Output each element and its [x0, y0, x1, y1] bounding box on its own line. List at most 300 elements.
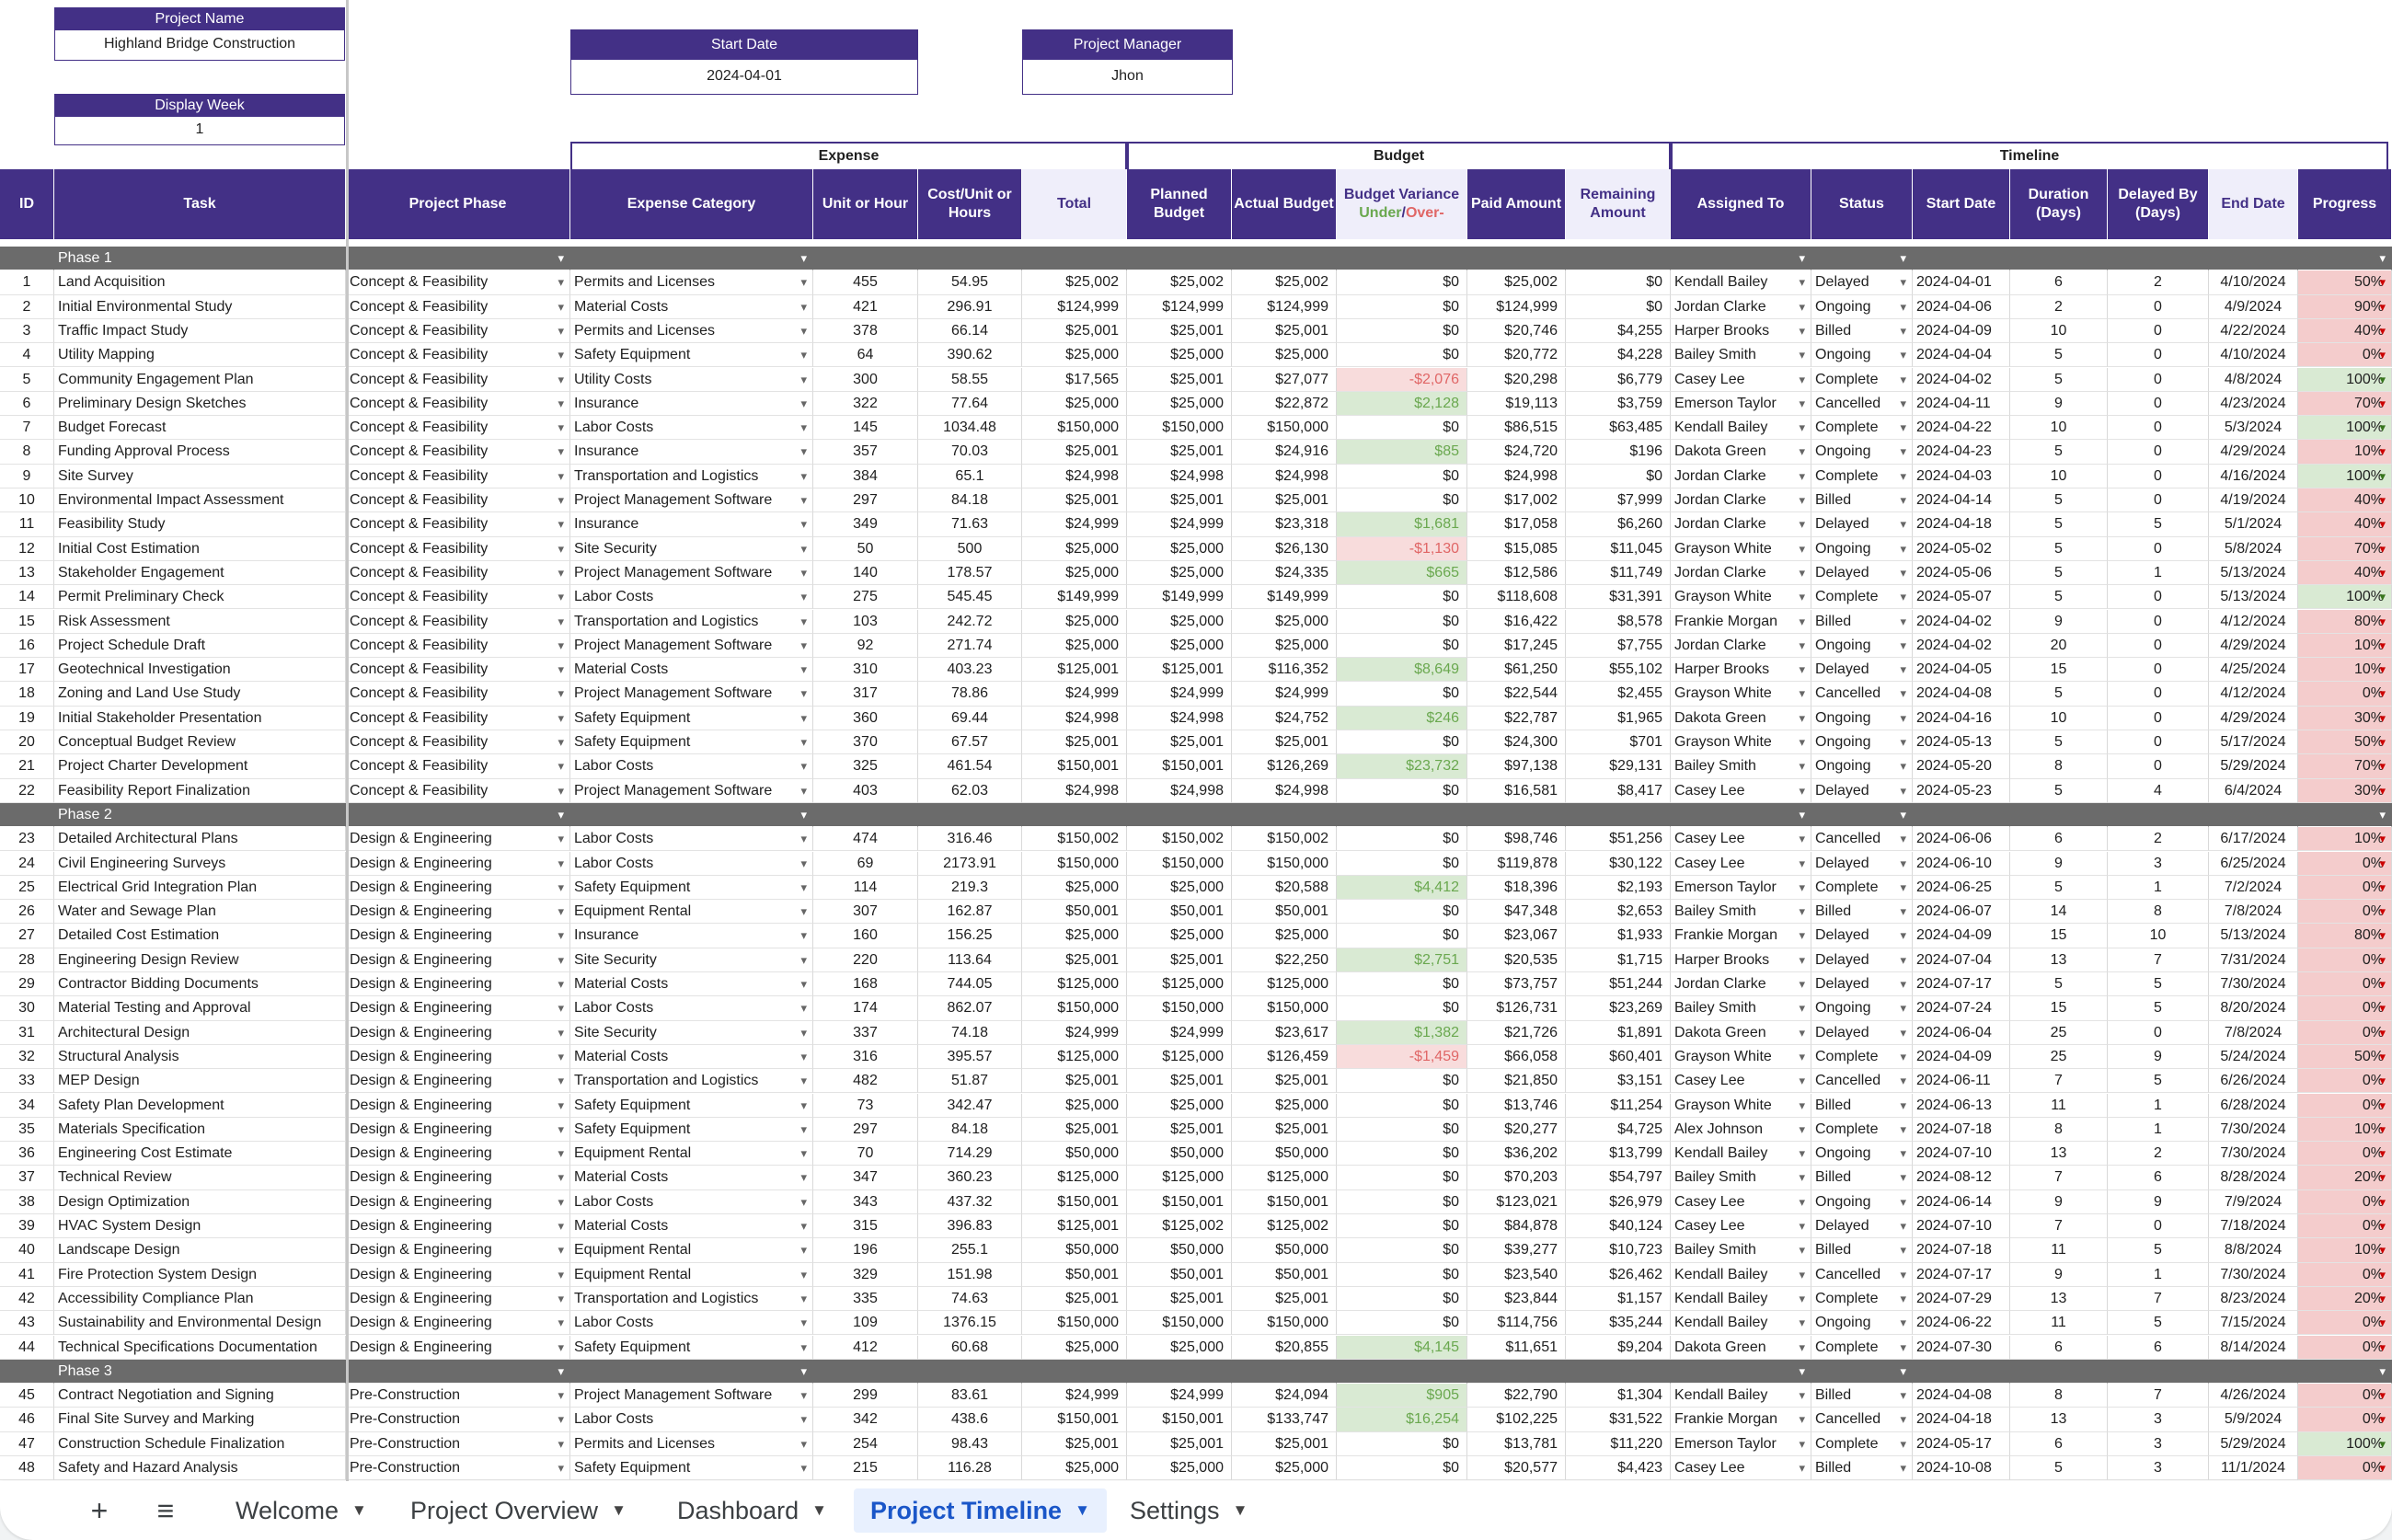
phase-row[interactable] [0, 803, 2392, 827]
cell-prog[interactable]: 0% ▾ [2298, 1142, 2392, 1166]
cell-id[interactable]: 13 [0, 561, 54, 585]
cell-dur[interactable]: 6 [2010, 270, 2108, 294]
cell-dur[interactable]: 5 [2010, 1456, 2108, 1480]
phase-row[interactable] [0, 247, 2392, 270]
cell-actual[interactable]: $25,000 [1232, 1094, 1337, 1118]
cell-cat[interactable]: Labor Costs ▾ [570, 1190, 813, 1214]
cell-dur[interactable]: 10 [2010, 416, 2108, 440]
cell-start[interactable]: 2024-04-06 [1913, 295, 2010, 319]
cell-status[interactable]: Cancelled ▾ [1811, 827, 1913, 851]
cell-var[interactable]: $0 [1337, 972, 1467, 996]
chevron-down-icon[interactable]: ▼ [811, 1501, 827, 1519]
cell-phase[interactable]: Concept & Feasibility ▾ [346, 392, 570, 416]
cell-cat[interactable]: Safety Equipment ▾ [570, 343, 813, 367]
cell-total[interactable]: $17,565 [1022, 368, 1127, 392]
cell-planned[interactable]: $25,000 [1127, 634, 1232, 658]
cell-prog[interactable]: 70% ▾ [2298, 754, 2392, 778]
cell-rem[interactable]: $30,122 [1566, 852, 1671, 876]
cell-prog[interactable]: 50% ▾ [2298, 1045, 2392, 1069]
cell-cat[interactable]: Labor Costs ▾ [570, 754, 813, 778]
cell-cost[interactable]: 403.23 [918, 658, 1022, 682]
cell-id[interactable]: 39 [0, 1214, 54, 1238]
cell-task[interactable]: Funding Approval Process [54, 440, 346, 464]
cell-planned[interactable]: $25,001 [1127, 948, 1232, 972]
cell-task[interactable]: Detailed Cost Estimation [54, 924, 346, 948]
cell-unit[interactable]: 73 [813, 1094, 918, 1118]
cell-prog[interactable]: 0% ▾ [2298, 1336, 2392, 1360]
cell-prog[interactable]: 90% ▾ [2298, 295, 2392, 319]
cell-total[interactable]: $25,000 [1022, 1456, 1127, 1480]
cell-start[interactable]: 2024-06-04 [1913, 1021, 2010, 1045]
cell-who[interactable]: Jordan Clarke ▾ [1671, 488, 1811, 512]
cell-cost[interactable]: 151.98 [918, 1263, 1022, 1287]
cell-cost[interactable]: 67.57 [918, 730, 1022, 754]
cell-rem[interactable]: $13,799 [1566, 1142, 1671, 1166]
cell-phase[interactable]: Concept & Feasibility ▾ [346, 585, 570, 609]
cell-paid[interactable]: $20,772 [1467, 343, 1566, 367]
header-paid[interactable]: Paid Amount [1467, 169, 1566, 239]
cell-actual[interactable]: $25,001 [1232, 730, 1337, 754]
cell-rem[interactable]: $6,260 [1566, 512, 1671, 536]
filter-dropdown[interactable] [1671, 247, 1811, 270]
cell-who[interactable]: Bailey Smith ▾ [1671, 754, 1811, 778]
cell-rem[interactable]: $1,304 [1566, 1384, 1671, 1408]
cell-actual[interactable]: $50,001 [1232, 1263, 1337, 1287]
cell-prog[interactable]: 0% ▾ [2298, 996, 2392, 1020]
cell-phase[interactable]: Design & Engineering ▾ [346, 1142, 570, 1166]
cell-id[interactable]: 2 [0, 295, 54, 319]
cell-unit[interactable]: 307 [813, 900, 918, 924]
cell-end[interactable]: 7/15/2024 [2209, 1311, 2298, 1335]
cell-who[interactable]: Jordan Clarke ▾ [1671, 465, 1811, 488]
cell-planned[interactable]: $25,002 [1127, 270, 1232, 294]
cell-id[interactable]: 32 [0, 1045, 54, 1069]
cell-total[interactable]: $150,001 [1022, 1190, 1127, 1214]
cell-paid[interactable]: $19,113 [1467, 392, 1566, 416]
cell-start[interactable]: 2024-08-12 [1913, 1166, 2010, 1189]
cell-paid[interactable]: $39,277 [1467, 1238, 1566, 1262]
cell-paid[interactable]: $22,790 [1467, 1384, 1566, 1408]
cell-rem[interactable]: $55,102 [1566, 658, 1671, 682]
cell-status[interactable]: Ongoing ▾ [1811, 343, 1913, 367]
header-prog[interactable]: Progress [2298, 169, 2392, 239]
cell-dur[interactable]: 5 [2010, 779, 2108, 803]
cell-delay[interactable]: 1 [2108, 561, 2209, 585]
cell-status[interactable]: Billed ▾ [1811, 1094, 1913, 1118]
cell-paid[interactable]: $102,225 [1467, 1408, 1566, 1431]
cell-rem[interactable]: $40,124 [1566, 1214, 1671, 1238]
cell-status[interactable]: Delayed ▾ [1811, 948, 1913, 972]
cell-total[interactable]: $25,000 [1022, 634, 1127, 658]
cell-planned[interactable]: $25,001 [1127, 1118, 1232, 1142]
header-rem[interactable]: Remaining Amount [1566, 169, 1671, 239]
cell-status[interactable]: Delayed ▾ [1811, 658, 1913, 682]
cell-rem[interactable]: $4,255 [1566, 319, 1671, 343]
cell-start[interactable]: 2024-10-08 [1913, 1456, 2010, 1480]
cell-unit[interactable]: 421 [813, 295, 918, 319]
cell-status[interactable]: Billed ▾ [1811, 1166, 1913, 1189]
cell-unit[interactable]: 160 [813, 924, 918, 948]
cell-planned[interactable]: $149,999 [1127, 585, 1232, 609]
cell-end[interactable]: 8/28/2024 [2209, 1166, 2298, 1189]
cell-rem[interactable]: $26,979 [1566, 1190, 1671, 1214]
cell-phase[interactable]: Design & Engineering ▾ [346, 1045, 570, 1069]
cell-delay[interactable]: 0 [2108, 416, 2209, 440]
cell-phase[interactable]: Design & Engineering ▾ [346, 1214, 570, 1238]
cell-actual[interactable]: $116,352 [1232, 658, 1337, 682]
cell-dur[interactable]: 5 [2010, 972, 2108, 996]
cell-var[interactable]: $85 [1337, 440, 1467, 464]
cell-end[interactable]: 5/13/2024 [2209, 924, 2298, 948]
cell-actual[interactable]: $25,002 [1232, 270, 1337, 294]
cell-delay[interactable]: 0 [2108, 440, 2209, 464]
cell-prog[interactable]: 10% ▾ [2298, 1118, 2392, 1142]
cell-status[interactable]: Complete ▾ [1811, 876, 1913, 900]
cell-cat[interactable]: Permits and Licenses ▾ [570, 1432, 813, 1456]
cell-cat[interactable]: Material Costs ▾ [570, 1045, 813, 1069]
cell-phase[interactable]: Design & Engineering ▾ [346, 1336, 570, 1360]
cell-prog[interactable]: 0% ▾ [2298, 948, 2392, 972]
cell-id[interactable]: 22 [0, 779, 54, 803]
cell-prog[interactable]: 30% ▾ [2298, 707, 2392, 730]
cell-actual[interactable]: $25,000 [1232, 610, 1337, 634]
cell-cat[interactable]: Project Management Software ▾ [570, 682, 813, 706]
cell-id[interactable]: 30 [0, 996, 54, 1020]
cell-var[interactable]: $0 [1337, 295, 1467, 319]
cell-delay[interactable]: 0 [2108, 368, 2209, 392]
cell-who[interactable]: Kendall Bailey ▾ [1671, 1384, 1811, 1408]
cell-cost[interactable]: 271.74 [918, 634, 1022, 658]
cell-id[interactable]: 10 [0, 488, 54, 512]
cell-id[interactable]: 40 [0, 1238, 54, 1262]
cell-dur[interactable]: 13 [2010, 1142, 2108, 1166]
cell-actual[interactable]: $150,000 [1232, 1311, 1337, 1335]
cell-paid[interactable]: $36,202 [1467, 1142, 1566, 1166]
cell-var[interactable]: $0 [1337, 924, 1467, 948]
filter-dropdown[interactable] [1811, 1360, 1913, 1384]
cell-delay[interactable]: 0 [2108, 537, 2209, 561]
cell-end[interactable]: 4/22/2024 [2209, 319, 2298, 343]
cell-cat[interactable]: Material Costs ▾ [570, 972, 813, 996]
cell-who[interactable]: Bailey Smith ▾ [1671, 1238, 1811, 1262]
cell-var[interactable]: $1,681 [1337, 512, 1467, 536]
cell-task[interactable]: HVAC System Design [54, 1214, 346, 1238]
cell-who[interactable]: Frankie Morgan ▾ [1671, 924, 1811, 948]
cell-status[interactable]: Complete ▾ [1811, 1432, 1913, 1456]
cell-cost[interactable]: 242.72 [918, 610, 1022, 634]
cell-cat[interactable]: Labor Costs ▾ [570, 585, 813, 609]
cell-cat[interactable]: Permits and Licenses ▾ [570, 270, 813, 294]
cell-dur[interactable]: 13 [2010, 948, 2108, 972]
cell-planned[interactable]: $150,000 [1127, 416, 1232, 440]
cell-end[interactable]: 5/8/2024 [2209, 537, 2298, 561]
cell-delay[interactable]: 9 [2108, 1045, 2209, 1069]
cell-cat[interactable]: Equipment Rental ▾ [570, 1142, 813, 1166]
cell-who[interactable]: Casey Lee ▾ [1671, 1214, 1811, 1238]
cell-status[interactable]: Delayed ▾ [1811, 1214, 1913, 1238]
cell-planned[interactable]: $25,001 [1127, 1069, 1232, 1093]
cell-var[interactable]: $0 [1337, 1142, 1467, 1166]
cell-phase[interactable]: Concept & Feasibility ▾ [346, 610, 570, 634]
cell-cost[interactable]: 545.45 [918, 585, 1022, 609]
cell-who[interactable]: Jordan Clarke ▾ [1671, 295, 1811, 319]
cell-phase[interactable]: Design & Engineering ▾ [346, 852, 570, 876]
cell-task[interactable]: Environmental Impact Assessment [54, 488, 346, 512]
cell-start[interactable]: 2024-06-06 [1913, 827, 2010, 851]
cell-paid[interactable]: $118,608 [1467, 585, 1566, 609]
cell-total[interactable]: $25,001 [1022, 440, 1127, 464]
project-name-value[interactable]: Highland Bridge Construction [103, 36, 296, 52]
cell-rem[interactable]: $3,759 [1566, 392, 1671, 416]
cell-phase[interactable]: Pre-Construction ▾ [346, 1384, 570, 1408]
cell-phase[interactable]: Concept & Feasibility ▾ [346, 707, 570, 730]
cell-total[interactable]: $50,001 [1022, 900, 1127, 924]
cell-unit[interactable]: 370 [813, 730, 918, 754]
cell-prog[interactable]: 0% ▾ [2298, 1384, 2392, 1408]
cell-id[interactable]: 43 [0, 1311, 54, 1335]
cell-phase[interactable]: Design & Engineering ▾ [346, 948, 570, 972]
cell-task[interactable]: Water and Sewage Plan [54, 900, 346, 924]
cell-cost[interactable]: 296.91 [918, 295, 1022, 319]
cell-paid[interactable]: $20,746 [1467, 319, 1566, 343]
cell-planned[interactable]: $24,999 [1127, 1384, 1232, 1408]
cell-id[interactable]: 46 [0, 1408, 54, 1431]
cell-paid[interactable]: $18,396 [1467, 876, 1566, 900]
cell-dur[interactable]: 5 [2010, 368, 2108, 392]
cell-phase[interactable]: Design & Engineering ▾ [346, 876, 570, 900]
cell-phase[interactable]: Design & Engineering ▾ [346, 1263, 570, 1287]
cell-who[interactable]: Harper Brooks ▾ [1671, 948, 1811, 972]
cell-var[interactable]: $8,649 [1337, 658, 1467, 682]
cell-start[interactable]: 2024-07-10 [1913, 1214, 2010, 1238]
cell-total[interactable]: $150,001 [1022, 754, 1127, 778]
cell-unit[interactable]: 70 [813, 1142, 918, 1166]
cell-var[interactable]: $246 [1337, 707, 1467, 730]
cell-var[interactable]: $0 [1337, 1190, 1467, 1214]
chevron-down-icon[interactable]: ▼ [351, 1501, 367, 1519]
cell-cost[interactable]: 461.54 [918, 754, 1022, 778]
cell-delay[interactable]: 1 [2108, 876, 2209, 900]
cell-unit[interactable]: 482 [813, 1069, 918, 1093]
cell-total[interactable]: $24,998 [1022, 779, 1127, 803]
cell-rem[interactable]: $29,131 [1566, 754, 1671, 778]
cell-start[interactable]: 2024-07-17 [1913, 1263, 2010, 1287]
cell-total[interactable]: $150,000 [1022, 1311, 1127, 1335]
cell-actual[interactable]: $26,130 [1232, 537, 1337, 561]
cell-start[interactable]: 2024-04-16 [1913, 707, 2010, 730]
cell-actual[interactable]: $24,752 [1232, 707, 1337, 730]
cell-end[interactable]: 5/13/2024 [2209, 585, 2298, 609]
cell-unit[interactable]: 50 [813, 537, 918, 561]
cell-who[interactable]: Bailey Smith ▾ [1671, 343, 1811, 367]
cell-cat[interactable]: Project Management Software ▾ [570, 634, 813, 658]
cell-who[interactable]: Alex Johnson ▾ [1671, 1118, 1811, 1142]
cell-who[interactable]: Emerson Taylor ▾ [1671, 876, 1811, 900]
cell-var[interactable]: $0 [1337, 779, 1467, 803]
cell-task[interactable]: Engineering Design Review [54, 948, 346, 972]
cell-delay[interactable]: 5 [2108, 996, 2209, 1020]
cell-cat[interactable]: Transportation and Logistics ▾ [570, 465, 813, 488]
cell-phase[interactable]: Pre-Construction ▾ [346, 1432, 570, 1456]
cell-delay[interactable]: 0 [2108, 488, 2209, 512]
cell-start[interactable]: 2024-06-25 [1913, 876, 2010, 900]
cell-who[interactable]: Grayson White ▾ [1671, 730, 1811, 754]
cell-prog[interactable]: 10% ▾ [2298, 634, 2392, 658]
cell-actual[interactable]: $25,001 [1232, 1118, 1337, 1142]
cell-paid[interactable]: $11,651 [1467, 1336, 1566, 1360]
cell-id[interactable]: 6 [0, 392, 54, 416]
cell-cost[interactable]: 66.14 [918, 319, 1022, 343]
cell-prog[interactable]: 50% ▾ [2298, 270, 2392, 294]
cell-var[interactable]: $0 [1337, 1166, 1467, 1189]
cell-dur[interactable]: 10 [2010, 465, 2108, 488]
filter-dropdown[interactable] [346, 803, 570, 827]
cell-start[interactable]: 2024-05-20 [1913, 754, 2010, 778]
cell-who[interactable]: Grayson White ▾ [1671, 537, 1811, 561]
chevron-down-icon[interactable]: ▼ [1232, 1501, 1248, 1519]
cell-id[interactable]: 20 [0, 730, 54, 754]
cell-prog[interactable]: 0% ▾ [2298, 852, 2392, 876]
cell-status[interactable]: Billed ▾ [1811, 1456, 1913, 1480]
cell-total[interactable]: $124,999 [1022, 295, 1127, 319]
cell-rem[interactable]: $2,455 [1566, 682, 1671, 706]
cell-task[interactable]: Detailed Architectural Plans [54, 827, 346, 851]
cell-prog[interactable]: 10% ▾ [2298, 440, 2392, 464]
cell-actual[interactable]: $126,269 [1232, 754, 1337, 778]
cell-phase[interactable]: Concept & Feasibility ▾ [346, 682, 570, 706]
cell-delay[interactable]: 10 [2108, 924, 2209, 948]
cell-status[interactable]: Complete ▾ [1811, 1336, 1913, 1360]
cell-cost[interactable]: 77.64 [918, 392, 1022, 416]
cell-total[interactable]: $50,000 [1022, 1142, 1127, 1166]
cell-cost[interactable]: 84.18 [918, 1118, 1022, 1142]
cell-planned[interactable]: $25,000 [1127, 610, 1232, 634]
cell-delay[interactable]: 0 [2108, 682, 2209, 706]
cell-phase[interactable]: Concept & Feasibility ▾ [346, 343, 570, 367]
cell-dur[interactable]: 15 [2010, 658, 2108, 682]
cell-var[interactable]: $0 [1337, 319, 1467, 343]
cell-status[interactable]: Complete ▾ [1811, 1287, 1913, 1311]
cell-cost[interactable]: 65.1 [918, 465, 1022, 488]
cell-var[interactable]: $0 [1337, 1214, 1467, 1238]
cell-unit[interactable]: 316 [813, 1045, 918, 1069]
cell-who[interactable]: Emerson Taylor ▾ [1671, 392, 1811, 416]
cell-rem[interactable]: $701 [1566, 730, 1671, 754]
cell-var[interactable]: $0 [1337, 610, 1467, 634]
cell-actual[interactable]: $20,855 [1232, 1336, 1337, 1360]
cell-unit[interactable]: 174 [813, 996, 918, 1020]
cell-total[interactable]: $149,999 [1022, 585, 1127, 609]
cell-task[interactable]: Site Survey [54, 465, 346, 488]
cell-task[interactable]: Materials Specification [54, 1118, 346, 1142]
cell-actual[interactable]: $24,998 [1232, 779, 1337, 803]
cell-actual[interactable]: $50,001 [1232, 900, 1337, 924]
cell-dur[interactable]: 6 [2010, 1432, 2108, 1456]
cell-delay[interactable]: 3 [2108, 1456, 2209, 1480]
cell-cost[interactable]: 113.64 [918, 948, 1022, 972]
cell-rem[interactable]: $0 [1566, 270, 1671, 294]
cell-id[interactable]: 9 [0, 465, 54, 488]
cell-prog[interactable]: 100% ▾ [2298, 368, 2392, 392]
cell-who[interactable]: Jordan Clarke ▾ [1671, 561, 1811, 585]
cell-who[interactable]: Kendall Bailey ▾ [1671, 1287, 1811, 1311]
tab-welcome[interactable] [219, 1488, 384, 1533]
cell-end[interactable]: 4/29/2024 [2209, 440, 2298, 464]
cell-unit[interactable]: 357 [813, 440, 918, 464]
cell-delay[interactable]: 3 [2108, 1408, 2209, 1431]
cell-cost[interactable]: 54.95 [918, 270, 1022, 294]
cell-var[interactable]: $0 [1337, 682, 1467, 706]
cell-actual[interactable]: $125,000 [1232, 1166, 1337, 1189]
cell-delay[interactable]: 0 [2108, 658, 2209, 682]
cell-rem[interactable]: $1,891 [1566, 1021, 1671, 1045]
filter-dropdown[interactable] [346, 247, 570, 270]
cell-cat[interactable]: Labor Costs ▾ [570, 996, 813, 1020]
cell-id[interactable]: 26 [0, 900, 54, 924]
cell-total[interactable]: $24,998 [1022, 465, 1127, 488]
cell-cost[interactable]: 396.83 [918, 1214, 1022, 1238]
cell-total[interactable]: $25,000 [1022, 392, 1127, 416]
cell-cat[interactable]: Project Management Software ▾ [570, 561, 813, 585]
cell-cat[interactable]: Project Management Software ▾ [570, 1384, 813, 1408]
cell-task[interactable]: Safety Plan Development [54, 1094, 346, 1118]
cell-delay[interactable]: 2 [2108, 270, 2209, 294]
cell-status[interactable]: Ongoing ▾ [1811, 996, 1913, 1020]
cell-id[interactable]: 27 [0, 924, 54, 948]
cell-var[interactable]: -$2,076 [1337, 368, 1467, 392]
start-date-value[interactable]: 2024-04-01 [707, 68, 782, 84]
cell-actual[interactable]: $25,000 [1232, 343, 1337, 367]
cell-dur[interactable]: 5 [2010, 682, 2108, 706]
cell-cat[interactable]: Safety Equipment ▾ [570, 730, 813, 754]
cell-paid[interactable]: $119,878 [1467, 852, 1566, 876]
filter-dropdown[interactable] [1671, 1360, 1811, 1384]
cell-planned[interactable]: $25,000 [1127, 1456, 1232, 1480]
cell-cost[interactable]: 744.05 [918, 972, 1022, 996]
cell-phase[interactable]: Design & Engineering ▾ [346, 996, 570, 1020]
cell-start[interactable]: 2024-05-17 [1913, 1432, 2010, 1456]
cell-planned[interactable]: $150,001 [1127, 1190, 1232, 1214]
cell-start[interactable]: 2024-06-11 [1913, 1069, 2010, 1093]
cell-total[interactable]: $25,001 [1022, 1287, 1127, 1311]
cell-cat[interactable]: Insurance ▾ [570, 392, 813, 416]
cell-rem[interactable]: $1,715 [1566, 948, 1671, 972]
cell-delay[interactable]: 0 [2108, 610, 2209, 634]
cell-cost[interactable]: 360.23 [918, 1166, 1022, 1189]
cell-phase[interactable]: Concept & Feasibility ▾ [346, 658, 570, 682]
cell-cat[interactable]: Utility Costs ▾ [570, 368, 813, 392]
cell-dur[interactable]: 2 [2010, 295, 2108, 319]
cell-id[interactable]: 7 [0, 416, 54, 440]
cell-task[interactable]: Project Charter Development [54, 754, 346, 778]
cell-dur[interactable]: 9 [2010, 1190, 2108, 1214]
cell-total[interactable]: $125,000 [1022, 1166, 1127, 1189]
cell-id[interactable]: 4 [0, 343, 54, 367]
cell-end[interactable]: 5/24/2024 [2209, 1045, 2298, 1069]
cell-end[interactable]: 5/13/2024 [2209, 561, 2298, 585]
cell-actual[interactable]: $24,998 [1232, 465, 1337, 488]
cell-start[interactable]: 2024-06-07 [1913, 900, 2010, 924]
cell-status[interactable]: Delayed ▾ [1811, 924, 1913, 948]
cell-end[interactable]: 4/19/2024 [2209, 488, 2298, 512]
cell-cat[interactable]: Insurance ▾ [570, 924, 813, 948]
cell-end[interactable]: 4/23/2024 [2209, 392, 2298, 416]
cell-rem[interactable]: $26,462 [1566, 1263, 1671, 1287]
cell-dur[interactable]: 14 [2010, 900, 2108, 924]
cell-end[interactable]: 4/16/2024 [2209, 465, 2298, 488]
cell-dur[interactable]: 5 [2010, 876, 2108, 900]
cell-prog[interactable]: 0% ▾ [2298, 1021, 2392, 1045]
